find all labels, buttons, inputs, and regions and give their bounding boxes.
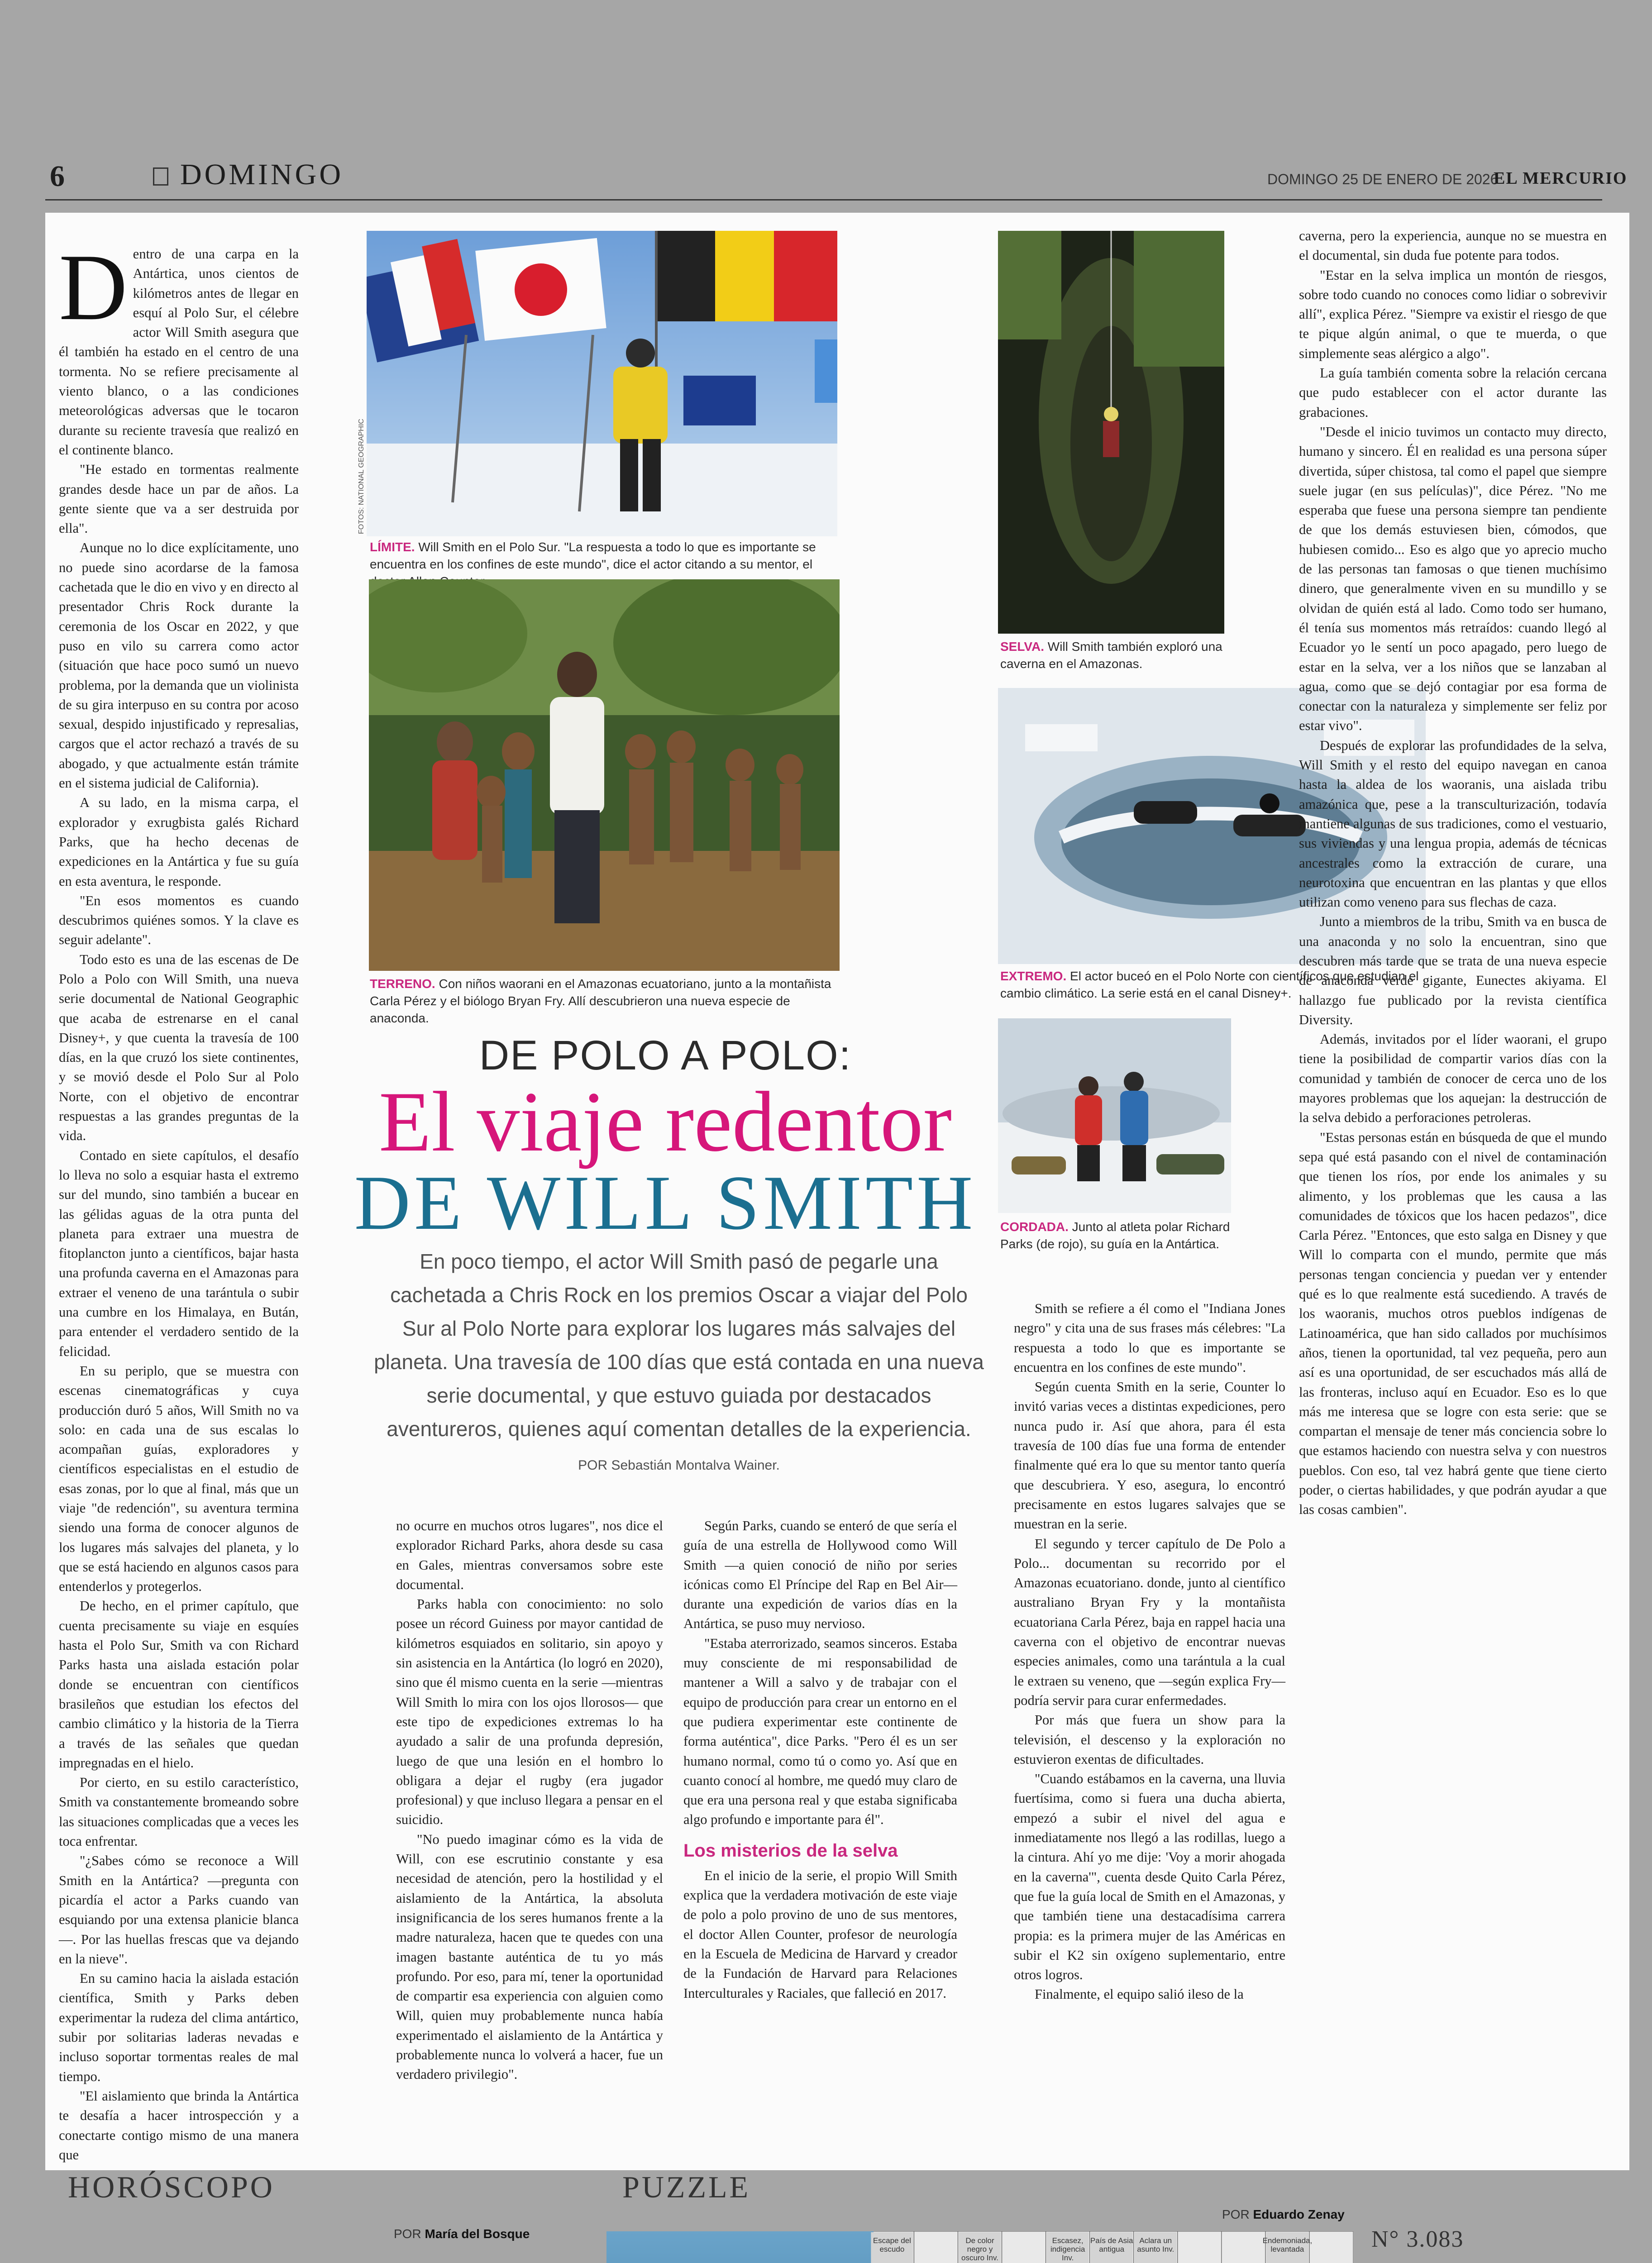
caption-tag: LÍMITE. [370,540,415,554]
article-paragraph: Smith se refiere a él como el "Indiana Jones negro" y cita una de sus frases más célebres: "La respuesta a todo lo que es importante se encuentra en los confines de este mundo". [1014,1301,1285,1375]
amazon-image [369,579,840,971]
caption-tag: SELVA. [1000,640,1044,654]
header-divider [45,199,1602,201]
article-paragraph: entro de una carpa en la Antártica, unos cientos de kilómetros antes de llegar en esquí al Polo Sur, el célebre actor Will Smith asegura que él también ha estado en el centro de una tormenta. No se refiere precisamente al viento blanco, o a las condiciones meteorológicas adversas que le tocaron durante su reciente travesía que realizó en el continente blanco. [59,246,299,458]
article-paragraph: caverna, pero la experiencia, aunque no se muestra en el documental, sin duda fue potente para todos. [1299,228,1607,263]
article-paragraph: "Cuando estábamos en la caverna, una lluvia fuertísima, como si fuera una ducha abierta, empezó a subir el nivel del agua e inmediatamente nos llegó a las rodillas, luego a la cintura. Ahí yo me dije: 'Voy a morir ahogada en la caverna'", cuenta desde Quito Carla Pérez, que fue la guía local de Smith en el Amazonas, y que también tiene una destacadísima carrera propia: es la primera mujer de las Américas en subir el K2 sin oxígeno suplementario, entre otros logros. [1014,1771,1285,1983]
deck-text: En poco tiempo, el actor Will Smith pasó de pegarle una cachetada a Chris Rock en los premios Oscar a viajar del Polo Sur al Polo Norte para explorar los lugares más salvajes del planeta. Una travesía de 100 días que está contada en una nueva serie documental, y que estuvo guiada por destacados aventureros, quienes aquí comentan detalles de la experiencia. [374,1250,984,1441]
article-paragraph: "¿Sabes cómo se reconoce a Will Smith en la Antártica? —pregunta con picardía el actor a Parks cuando van esquiando por una extensa planicie blanca—. Por las huellas frescas que va dejando en la nieve". [59,1853,299,1967]
article-paragraph: Según cuenta Smith en la serie, Counter lo invitó varias veces a distintas expediciones, pero nunca pudo ir. Así que ahora, para él esta travesía de 100 días fue una forma de entender finalmente qué era lo que su mentor tanto quería que descubriera. Y eso, asegura, lo encontró precisamente en estos lugares salvajes que se muestran en la serie. [1014,1379,1285,1532]
article-paragraph: "Estas personas están en búsqueda de que el mundo sepa qué está pasando con el nivel de contaminación que tienen los ríos, por ende los animales y su alimento, y los problemas que les causa a las comunidades de tóxicos que los hacen pedazos", dice Carla Pérez. "Entonces, que esto salga en Disney y que Will lo comparta con el mundo, permite que más personas tengan conciencia y puedan ver y entender qué es lo que realmente está sucediendo. A través de los waoranis, muchos otros pueblos indígenas de Latinoamérica, que han sido callados por muchísimos años, tienen la oportunidad, tal vez pequeña, pero aun así es una oportunidad, de ser escuchados más allá de las fronteras, incluso aquí en Ecuador. Eso es lo que más me interesa que se logre con esta serie: que se compartan el mensaje de tener más conciencia sobre lo que estamos haciendo con nuestra selva y con nuestros pueblos. Con eso, tal vez habrá gente que tiene cierto poder, o ciertas habilidades, y que podrán ayudar a que las cosas cambien". [1299,1129,1607,1518]
article-paragraph: "En esos momentos es cuando descubrimos quiénes somos. Y la clave es seguir adelante". [59,893,299,948]
caption-text: Will Smith en el Polo Sur. "La respuesta a todo lo que es importante se encuentra en los confines de este mundo", dice el actor citando a su mentor, el [370,540,816,571]
section-title: DOMINGO [180,158,344,191]
column-3-bottom [683,1866,957,2003]
drop-cap: D [59,235,128,340]
article-paragraph: Aunque no lo dice explícitamente, uno no puede sino acordarse de la famosa cachetada que le dio en vivo y en directo al presentador Chris Rock durante la ceremonia de los Oscar en 2022, y que puso en vilo su carrera como actor (situación que hace poco sumó un nuevo problema, por la demanda que un violinista de su gira interpuso en su contra por acoso sexual, despido injustificado y represalias, cargos que el actor rechazó a través de su abogado, y que actualmente están trámite en el sistema judicial de California). [59,540,299,791]
clue-text: Endemoniada, levantada [1262,2236,1313,2253]
article-paragraph: "Estar en la selva implica un montón de riesgos, sobre todo cuando no conoces como lidiar o sobrevivir allí", explica Pérez. "Siempre va existir el riesgo de que te pique algún animal, o que te muerda, o que simplemente seas alérgico a algo". [1299,267,1607,361]
article-paragraph: Finalmente, el equipo salió ileso de la [1035,1986,1244,2002]
caption-tag: EXTREMO. [1000,969,1067,983]
puzzle-grid-svg [606,2231,1353,2263]
article-column-4 [1014,1299,1285,2005]
puzzle-number: N° 3.083 [1371,2226,1464,2252]
section-square-icon [153,167,168,186]
article-paragraph: En su camino hacia la aislada estación científica, Smith y Parks deben experimentar la rudeza del clima antártico, subir por solitarias laderas nevadas e incluso soportar tormentas reales de mal tiempo. [59,1971,299,2084]
article-paragraph: no ocurre en muchos otros lugares", nos dice el explorador Richard Parks, ahora desde su casa en Gales, mientras conversamos sobre este documental. [396,1518,663,1592]
caption-text: Will Smith también exploró una caverna en el Amazonas. [1000,640,1222,671]
headline-kicker: DE POLO A POLO: [479,1032,852,1079]
article-panel [45,213,1629,2170]
article-column-3 [683,1516,957,2003]
photo-credit: FOTOS: NATIONAL GEOGRAPHIC [358,419,365,534]
article-paragraph: "Desde el inicio tuvimos un contacto muy directo, humano y sincero. Él en realidad es una persona súper divertida, súper chistosa, tal como el papel que siempre suele jugar (en sus películas)", dice Pérez. "No me esperaba que fuese una persona siempre tan pendiente de que los demás estuviesen bien, cómodos, que hubiesen comido... Eso es algo que yo aprecio mucho de las personas tan famosas o que tienen muchísimo dinero, que generalmente viven en su mundillo y se olvidan de quién está al lado. Como todo ser humano, él tenía sus momentos más retraídos: cuando llegó al Ecuador yo le sentí un poco apagado, pero luego de estar en la selva, ver a los niños que se lanzaban al agua, como que se dejó contagiar por esa forma de conectar con la naturaleza y simplemente ser feliz por estar vivo". [1299,424,1607,734]
column-3-top [683,1516,957,1830]
byline-author: Eduardo Zenay [1253,2207,1345,2221]
caption-text: El actor buceó en el Polo Norte con científicos que estudian el cambio climático. La serie está en el canal Disney+. [1000,969,1419,1000]
article-paragraph: Parks habla con conocimiento: no solo posee un récord Guiness por mayor cantidad de kilómetros esquiados en solitario, sin apoyo y sin asistencia en la Antártica (lo logró en 2020), sino que él mismo cuenta en la serie —mientras Will Smith lo mira con los ojos llorosos— que este tipo de expediciones extremas lo ha ayudado a salir de una profunda depresión, luego de que una lesión en el hombro lo obligara a dejar el rugby (era jugador profesional) y que incluso llegara a pensar en el suicidio. [396,1596,663,1828]
caption-text: Con niños waorani en el Amazonas ecuatoriano, junto a la montañista Carla Pérez y el biólogo Bryan Fry. Allí descubrieron una nueva especie de anaconda. [370,977,831,1025]
article-paragraph: De hecho, en el primer capítulo, que cuenta precisamente su viaje en esquíes hasta el Polo Sur, Smith va con Richard Parks hasta una aislada estación polar donde se encuentran con científicos brasileños que estudian los efectos del cambio climático y la historia de la Tierra a través de las señales que quedan impregnadas en el hielo. [59,1598,299,1771]
article-paragraph: A su lado, en la misma carpa, el explorador y exrugbista galés Richard Parks, que ha hecho decenas de expediciones en la Antártica y fue su guía en esta aventura, le responde. [59,795,299,889]
deck-author: POR Sebastián Montalva Wainer. [578,1458,780,1473]
article-column-1 [59,235,299,2165]
caption-tag: CORDADA. [1000,1220,1069,1234]
page-number: 6 [50,160,65,193]
horoscope-byline [394,2227,530,2241]
article-paragraph: Por cierto, en su estilo característico, Smith va constantemente bromeando sobre las situaciones complicadas que a veces les toca enfrentar. [59,1775,299,1849]
clue-text: País de Asia antigua [1090,2236,1133,2253]
article-paragraph: Después de explorar las profundidades de la selva, Will Smith y el resto del equipo navegan en canoa hasta la aldea de los waoranis, una aislada tribu amazónica que, pese a la transculturización, todavía mantiene algunas de sus tradiciones, como el vestuario, sus viviendas y una lengua propia, además de técnicas ancestrales como la extracción de curare, una neurotoxina que encuentran en las plantas y que ellos utilizan como veneno para sus flechas de caza. [1299,737,1607,910]
cave-image [998,231,1224,634]
clue-text: Escape del escudo [873,2236,911,2253]
puzzle-byline [1222,2207,1345,2222]
article-paragraph: Además, invitados por el líder waorani, el grupo tiene la posibilidad de compartir varios días con la comunidad y también de conocer de cerca uno de los mayores problemas que los aquejan: la destrucción de la selva debido a perforaciones petroleras. [1299,1031,1607,1126]
subheading: Los misterios de la selva [683,1840,898,1861]
caption-text: Junto al atleta polar Richard Parks (de rojo), su guía en la Antártica. [1000,1220,1230,1251]
cordada-image [998,1018,1231,1213]
byline-prefix: POR [1222,2207,1250,2221]
article-paragraph: Contado en siete capítulos, el desafío lo lleva no solo a esquiar hasta el extremo sur del mundo, sino también a bucear en las gélidas aguas de la otra punta del planeta para extraer una muestra de fitoplancton junto a científicos, bajar hasta una profunda caverna en el Amazonas para extraer el veneno de una tarántula o subir una cumbre en los Himalaya, en Bután, para entender el verdadero sentido de la felicidad. [59,1147,299,1359]
page-header [0,0,1652,213]
article-column-2 [396,1516,663,2085]
headline-main: El viaje redentor [378,1074,952,1170]
newspaper-name: EL MERCURIO [1494,169,1628,188]
article-paragraph: "El aislamiento que brinda la Antártica te desafía a hacer introspección y a conectarte contigo mismo de una manera que [59,2088,299,2163]
article-paragraph: La guía también comenta sobre la relación cercana que pudo establecer con el actor durante las grabaciones. [1299,365,1607,420]
puzzle-photo [606,2231,874,2263]
article-paragraph: En el inicio de la serie, el propio Will Smith explica que la verdadera motivación de este viaje de polo a polo provino de uno de sus mentores, el doctor Allen Counter, profesor de neurología en la Escuela de Medicina de Harvard y creador de la Fundación de Harvard para Relaciones Interculturales y Raciales, que falleció en 2017. [683,1867,957,2001]
article-paragraph: "He estado en tormentas realmente grandes desde hace un par de años. La gente siente que va a ser destruida por ella". [59,462,299,536]
caption-selva [1000,638,1227,673]
puzzle-grid[interactable] [606,2231,1353,2263]
issue-date: DOMINGO 25 DE ENERO DE 2026 [1267,171,1499,187]
photo-cave [998,231,1224,634]
photo-south-pole [367,231,837,536]
photo-cordada [998,1018,1231,1213]
caption-terreno [370,975,840,1027]
article-paragraph: Junto a miembros de la tribu, Smith va en busca de una anaconda y no solo la encuentran, sino que descubren más tarde que se trata de una nueva especie de anaconda verde gigante, Eunectes akiyama. El hallazgo fue publicado por la revista científica Diversity. [1299,914,1607,1027]
byline-author: María del Bosque [425,2227,530,2241]
caption-tag: TERRENO. [370,977,435,991]
caption-cordada [1000,1218,1236,1253]
article-paragraph: "Estaba aterrorizado, seamos sinceros. Estaba muy consciente de mi responsabilidad de mantener a Will a salvo y de trabajar con el equipo de producción para crear un entorno en el que pudiera experimentar este continente de forma auténtica", dice Parks. "Pero él es un ser humano normal, como tú o como yo. Así que en cuanto conocí al hombre, me quedó muy claro de que era una persona real y que estaba significaba algo profundo e importante para él". [683,1635,957,1828]
article-paragraph: En su periplo, que se muestra con escenas cinematográficas y cuya producción duró 5 años, Will Smith no va solo: en cada una de sus escalas lo acompañan guías, exploradores y científicos especialistas en el estudio de esas zonas, por lo que al final, más que un viaje "de redención", su aventura termina siendo una forma de conocer algunos de los lugares más salvajes del planeta, y lo que se está haciendo en algunos casos para entenderlos y protegerlos. [59,1363,299,1595]
puzzle-title: PUZZLE [622,2170,751,2204]
article-deck [371,1245,987,1482]
article-column-5 [1299,226,1607,1520]
clue-text: Escasez, indigencia Inv. [1050,2236,1085,2262]
article-paragraph: Por más que fuera un show para la televisión, el descenso y la exploración no estuvieron exentas de dificultades. [1014,1712,1285,1767]
byline-prefix: POR [394,2227,421,2241]
headline-secondary: DE WILL SMITH [354,1160,977,1246]
article-paragraph: Según Parks, cuando se enteró de que sería el guía de una estrella de Hollywood como Will Smith —a quien conoció de niño por series icónicas como El Príncipe del Rap en Bel Air— durante una expedición de varios días en la Antártica, se puso muy nervioso. [683,1518,957,1632]
article-paragraph: El segundo y tercer capítulo de De Polo a Polo... documentan su recorrido por el Amazonas ecuatoriano. donde, junto al científico australiano Bryan Fry y la montañista ecuatoriana Carla Pérez, baja en rappel hacia una caverna con el objetivo de encontrar nuevas especies animales, como una tarántula a la cual le extraen su veneno, que —según explica Fry— podría servir para curar enfermedades. [1014,1536,1285,1708]
flags-image [367,231,837,536]
clue-text: De color negro y oscuro Inv. [961,2236,998,2262]
photo-amazon-group [369,579,840,971]
article-paragraph: Todo esto es una de las escenas de De Polo a Polo con Will Smith, una nueva serie documental de National Geographic que acaba de estrenarse en el canal Disney+, y que cuenta la travesía de 100 días, en la que cruzó los siete continentes, y se movió desde el Polo Sur al Polo Norte, con el objetivo de encontrar respuestas a las grandes preguntas de la vida. [59,951,299,1144]
horoscope-title: HORÓSCOPO [68,2170,275,2204]
article-paragraph: "No puedo imaginar cómo es la vida de Will, con ese escrutinio constante y esa necesidad de atención, pero la hostilidad y el aislamiento de la Antártica, la absoluta insignificancia de los seres humanos frente a la madre naturaleza, hacen que te quedes con una imagen bastante auténtica de tu yo más profundo. Por eso, para mí, tener la oportunidad de compartir esa experiencia con alguien como Will, quien muy probablemente nunca había experimentado el aislamiento de la Antártica y probablemente nunca lo volverá a hacer, fue un verdadero privilegio". [396,1831,663,2082]
clue-text: Aclara un asunto Inv. [1137,2236,1175,2253]
